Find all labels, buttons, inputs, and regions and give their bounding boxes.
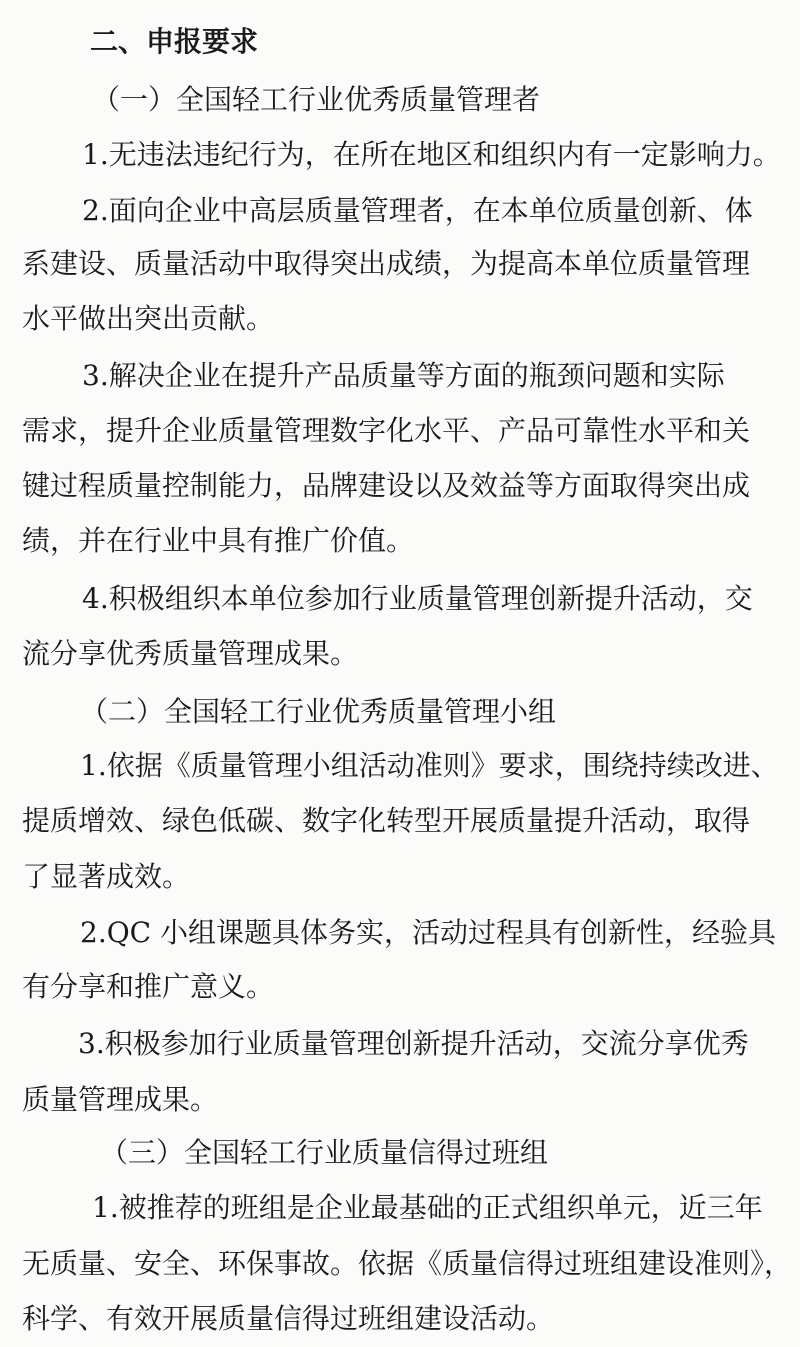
paragraph-line: 了显著成效。: [22, 860, 191, 893]
paragraph-line: 4.积极组织本单位参加行业质量管理创新提升活动，交: [82, 582, 753, 615]
paragraph-line: 1.被推荐的班组是企业最基础的正式组织单元，近三年: [92, 1191, 763, 1224]
paragraph-line: 有分享和推广意义。: [22, 970, 275, 1003]
paragraph-line: 1.无违法违纪行为，在所在地区和组织内有一定影响力。: [82, 138, 781, 171]
paragraph-line: 3.解决企业在提升产品质量等方面的瓶颈问题和实际: [82, 359, 725, 392]
paragraph-line: 质量管理成果。: [22, 1083, 219, 1116]
page-heading: 二、申报要求: [90, 25, 259, 58]
paragraph-line: 水平做出突出贡献。: [22, 302, 275, 335]
section-title: （一）全国轻工行业优秀质量管理者: [92, 83, 541, 116]
paragraph-line: 3.积极参加行业质量管理创新提升活动，交流分享优秀: [78, 1027, 749, 1060]
paragraph-line: 系建设、质量活动中取得突出成绩，为提高本单位质量管理: [22, 247, 751, 280]
paragraph-line: 提质增效、绿色低碳、数字化转型开展质量提升活动，取得: [22, 804, 751, 837]
paragraph-line: 科学、有效开展质量信得过班组建设活动。: [22, 1302, 555, 1335]
paragraph-line: 1.依据《质量管理小组活动准则》要求，围绕持续改进、: [80, 749, 779, 782]
paragraph-line: 2.面向企业中高层质量管理者，在本单位质量创新、体: [82, 194, 753, 227]
paragraph-line: 无质量、安全、环保事故。依据《质量信得过班组建设准则》，: [22, 1247, 793, 1280]
section-title: （三）全国轻工行业质量信得过班组: [100, 1136, 549, 1169]
paragraph-line: 绩，并在行业中具有推广价值。: [22, 524, 415, 557]
paragraph-line: 流分享优秀质量管理成果。: [22, 637, 359, 670]
paragraph-line: 2.QC 小组课题具体务实，活动过程具有创新性，经验具: [80, 916, 776, 949]
paragraph-line: 需求，提升企业质量管理数字化水平、产品可靠性水平和关: [22, 414, 751, 447]
section-title: （二）全国轻工行业优秀质量管理小组: [80, 695, 557, 728]
paragraph-line: 键过程质量控制能力，品牌建设以及效益等方面取得突出成: [22, 469, 751, 502]
